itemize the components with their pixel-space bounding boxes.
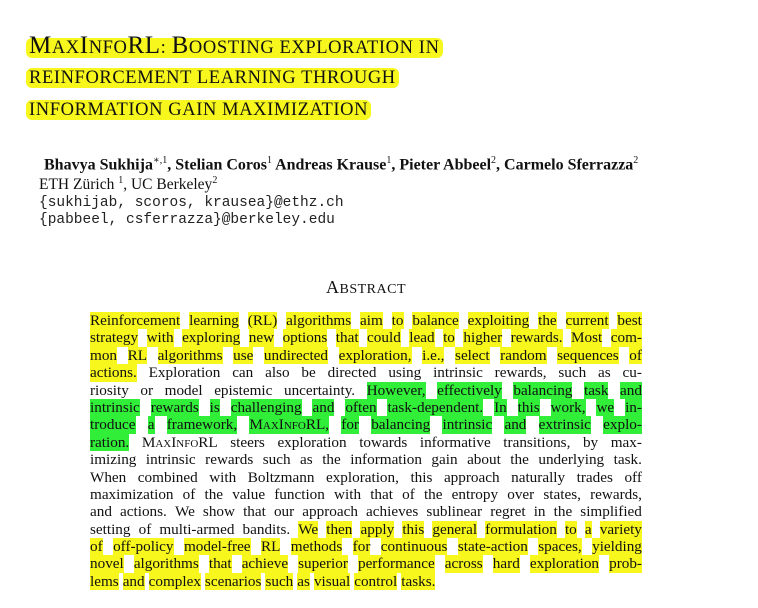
abstract-word: higher bbox=[463, 329, 503, 347]
abstract-line bbox=[90, 451, 642, 468]
abstract-word: RL bbox=[260, 538, 281, 556]
title-line-2 bbox=[26, 62, 626, 94]
abstract-word: performance bbox=[357, 555, 435, 573]
abstract-word: new bbox=[248, 329, 275, 347]
author-mark: 2 bbox=[491, 155, 497, 166]
abstract-word: actions. bbox=[120, 503, 167, 521]
abstract-word: as bbox=[300, 451, 313, 469]
abstract-line bbox=[90, 469, 642, 486]
abstract-word: spaces, bbox=[538, 538, 582, 556]
abstract-word: towards bbox=[359, 433, 408, 451]
abstract-word: to bbox=[391, 312, 404, 329]
abstract-word: sequences bbox=[557, 346, 619, 364]
abstract-word: exploration, bbox=[338, 346, 412, 364]
abstract-word: trades bbox=[576, 468, 613, 486]
abstract-word: across bbox=[444, 555, 483, 573]
abstract-word: MaxInfoRL bbox=[141, 433, 218, 451]
abstract-word: apply bbox=[360, 520, 395, 538]
abstract-word: often bbox=[345, 398, 377, 416]
abstract-word: simplified bbox=[580, 503, 642, 521]
affiliations: ETH Zürich $^1$, UC Berkeley$^2$ bbox=[39, 175, 218, 194]
author-mark: 2 bbox=[633, 155, 639, 166]
abstract-word: options bbox=[282, 329, 328, 347]
affiliation-eth: ETH Zürich bbox=[39, 176, 115, 194]
abstract-word: off-policy bbox=[113, 538, 174, 556]
abstract-word: that bbox=[243, 503, 266, 521]
abstract-word: actions. bbox=[90, 364, 137, 382]
abstract-word: off bbox=[624, 468, 642, 486]
email-line-eth[interactable]: {sukhijab, scoros, krausea}@ethz.ch bbox=[39, 195, 344, 211]
abstract-word: exploring bbox=[182, 329, 241, 347]
author-mark: 1 bbox=[386, 155, 392, 166]
abstract-word: superior bbox=[298, 555, 348, 573]
abstract-line bbox=[90, 521, 642, 538]
abstract-word: work, bbox=[550, 398, 586, 416]
abstract-word: com- bbox=[610, 329, 642, 347]
abstract-word: could bbox=[367, 329, 401, 347]
abstract-word: However, bbox=[366, 381, 426, 399]
abstract-word: algorithms bbox=[286, 312, 352, 329]
abstract-word: and bbox=[122, 572, 145, 590]
abstract-heading: ABSTRACT bbox=[325, 277, 406, 297]
abstract-word: explo- bbox=[603, 416, 642, 434]
abstract-word: that bbox=[208, 555, 232, 573]
abstract-word: informative bbox=[419, 433, 491, 451]
abstract-word: task-dependent. bbox=[387, 398, 484, 416]
abstract-word: achieve bbox=[241, 555, 289, 573]
abstract-word: strategy bbox=[90, 329, 139, 347]
abstract-word: Most bbox=[571, 329, 603, 347]
abstract-word: in- bbox=[625, 398, 642, 416]
author-list: Bhavya Sukhija$^{∗,1}$, Stelian Coros$^1$ Andreas Krause$^1$, Pieter Abbeel$^2$, Carmelo Sferrazza$^2$ bbox=[44, 155, 639, 174]
abstract-line bbox=[90, 573, 642, 590]
abstract-word: prob- bbox=[609, 555, 642, 573]
abstract-word: to bbox=[564, 520, 577, 538]
abstract-line bbox=[90, 382, 642, 399]
abstract-word: exploration, bbox=[325, 468, 399, 486]
abstract-word: lems bbox=[90, 572, 119, 590]
abstract-word: naturally bbox=[511, 468, 566, 486]
abstract-word: intrinsic bbox=[442, 416, 493, 434]
author-name: Pieter Abbeel bbox=[399, 156, 492, 174]
abstract-word: achieves bbox=[366, 503, 419, 521]
abstract-word: and bbox=[312, 398, 335, 416]
abstract-word: for bbox=[341, 416, 359, 434]
abstract-word: the bbox=[553, 503, 573, 521]
abstract-word: or bbox=[140, 381, 154, 399]
abstract-word: also bbox=[265, 364, 290, 382]
abstract-word: for bbox=[352, 538, 371, 556]
abstract-word: Boltzmann bbox=[247, 468, 315, 486]
abstract-word: as bbox=[297, 572, 310, 590]
abstract-word: extrinsic bbox=[538, 416, 591, 434]
abstract-word: learning bbox=[189, 312, 239, 329]
abstract-line bbox=[90, 434, 642, 451]
abstract-word: use bbox=[233, 346, 254, 364]
abstract-word: our bbox=[273, 503, 295, 521]
abstract-word: algorithms bbox=[133, 555, 199, 573]
abstract-word: and bbox=[504, 416, 527, 434]
abstract-word: state-action bbox=[457, 538, 528, 556]
abstract-word: exploration bbox=[529, 555, 600, 573]
abstract-word: troduce bbox=[90, 416, 136, 434]
abstract-word: undirected bbox=[263, 346, 329, 364]
abstract-word: rewards, bbox=[590, 485, 642, 503]
abstract-word: and bbox=[90, 503, 112, 521]
abstract-line bbox=[90, 399, 642, 416]
abstract-word: intrinsic bbox=[90, 398, 140, 416]
abstract-line bbox=[90, 312, 642, 329]
abstract-word: exploration bbox=[277, 433, 347, 451]
email-line-berkeley[interactable]: {pabbeel, csferrazza}@berkeley.edu bbox=[39, 212, 335, 228]
abstract-word: rewards bbox=[205, 451, 254, 469]
abstract-word: best bbox=[617, 312, 642, 329]
abstract-word: aim bbox=[360, 312, 383, 329]
abstract-word: We bbox=[298, 520, 319, 538]
abstract-word: yielding bbox=[592, 538, 642, 556]
abstract-word: balancing bbox=[371, 416, 431, 434]
title-text-1: MAXINFORL: BOOSTING EXPLORATION IN bbox=[26, 38, 443, 58]
abstract-word: setting bbox=[90, 520, 131, 538]
author-mark: 1 bbox=[266, 155, 272, 166]
abstract-word: current bbox=[565, 312, 609, 329]
author-name: Bhavya Sukhija bbox=[44, 156, 153, 174]
abstract-word: can bbox=[232, 364, 254, 382]
abstract-word: balancing bbox=[513, 381, 573, 399]
abstract-word: We bbox=[174, 503, 195, 521]
abstract-word: hard bbox=[492, 555, 520, 573]
abstract-word: by bbox=[582, 433, 599, 451]
abstract-word: information bbox=[350, 451, 422, 469]
abstract-word: continuous bbox=[380, 538, 448, 556]
abstract-word: the bbox=[423, 485, 443, 503]
abstract-word: rewards, bbox=[494, 364, 547, 382]
abstract-word: and bbox=[620, 381, 642, 399]
title-text-3: INFORMATION GAIN MAXIMIZATION bbox=[26, 100, 371, 120]
abstract-word: the bbox=[510, 451, 529, 469]
abstract-word: task. bbox=[613, 451, 642, 469]
abstract-word: such bbox=[262, 451, 291, 469]
abstract-word: cu- bbox=[622, 364, 642, 382]
abstract-word: to bbox=[443, 329, 455, 347]
abstract-line bbox=[90, 538, 642, 555]
abstract-word: a bbox=[147, 416, 155, 434]
abstract-word: regret bbox=[490, 503, 526, 521]
abstract-word: riosity bbox=[90, 381, 129, 399]
author-name: Carmelo Sferrazza bbox=[504, 156, 634, 174]
abstract-word: ration. bbox=[90, 433, 130, 451]
abstract-word: exploiting bbox=[467, 312, 530, 329]
abstract-word: as bbox=[598, 364, 611, 382]
abstract-word: balance bbox=[412, 312, 459, 329]
abstract-word: algorithms bbox=[157, 346, 223, 364]
abstract-word: When bbox=[90, 468, 127, 486]
author-name: Stelian Coros bbox=[175, 156, 267, 174]
abstract-word: methods bbox=[290, 538, 343, 556]
abstract-word: underlying bbox=[538, 451, 605, 469]
abstract-word: the bbox=[538, 312, 557, 329]
abstract-line bbox=[90, 329, 642, 346]
abstract-line bbox=[90, 347, 642, 364]
author-name: Andreas Krause bbox=[275, 156, 387, 174]
abstract-word: tasks. bbox=[401, 572, 436, 590]
abstract-word: (RL) bbox=[247, 312, 278, 329]
abstract-word: we bbox=[596, 398, 615, 416]
abstract-word: select bbox=[455, 346, 490, 364]
abstract-word: function bbox=[274, 485, 325, 503]
author-mark: ∗,1 bbox=[152, 155, 168, 166]
abstract-word: intrinsic bbox=[433, 364, 483, 382]
abstract-word: Reinforcement bbox=[90, 312, 181, 329]
abstract-word: this bbox=[410, 468, 433, 486]
abstract-word: RL bbox=[127, 346, 147, 364]
paper-title bbox=[26, 30, 626, 126]
abstract-word: be bbox=[301, 364, 316, 382]
abstract-word: approach bbox=[302, 503, 358, 521]
abstract-word: formulation bbox=[485, 520, 557, 538]
abstract-word: states, bbox=[543, 485, 581, 503]
abstract-word: general bbox=[432, 520, 478, 538]
abstract-word: complex bbox=[148, 572, 201, 590]
abstract-word: this bbox=[402, 520, 425, 538]
abstract-word: scenarios bbox=[204, 572, 262, 590]
abstract-word: using bbox=[388, 364, 422, 382]
abstract-word: control bbox=[354, 572, 398, 590]
abstract-word: rewards. bbox=[510, 329, 563, 347]
abstract-word: sublinear bbox=[426, 503, 483, 521]
abstract-word: lead bbox=[409, 329, 435, 347]
abstract-word: directed bbox=[327, 364, 377, 382]
abstract-word: the bbox=[204, 485, 224, 503]
abstract-word: bandits. bbox=[242, 520, 291, 538]
abstract-word: imizing bbox=[90, 451, 137, 469]
abstract-line bbox=[90, 486, 642, 503]
abstract-word: such bbox=[265, 572, 294, 590]
abstract-word: variety bbox=[599, 520, 642, 538]
abstract-word: challenging bbox=[230, 398, 302, 416]
abstract-word: entropy bbox=[451, 485, 499, 503]
abstract-word: that bbox=[370, 485, 393, 503]
abstract-word: multi-armed bbox=[159, 520, 235, 538]
abstract-line bbox=[90, 364, 642, 381]
abstract-word: with bbox=[209, 468, 237, 486]
affiliation-mark: 1 bbox=[118, 175, 124, 186]
abstract-word: random bbox=[500, 346, 547, 364]
abstract-word: novel bbox=[90, 555, 124, 573]
abstract-word: mon bbox=[90, 346, 118, 364]
abstract-word: effectively bbox=[437, 381, 502, 399]
abstract-word: that bbox=[335, 329, 359, 347]
abstract-word: is bbox=[209, 398, 220, 416]
abstract-word: this bbox=[517, 398, 540, 416]
abstract-word: about bbox=[467, 451, 501, 469]
abstract-line bbox=[90, 416, 642, 433]
abstract-word: task bbox=[583, 381, 609, 399]
abstract-word: gain bbox=[431, 451, 458, 469]
abstract-word: intrinsic bbox=[145, 451, 196, 469]
abstract-word: In bbox=[494, 398, 507, 416]
abstract-word: of bbox=[182, 485, 196, 503]
abstract-word: maximization bbox=[90, 485, 174, 503]
abstract-word: value bbox=[232, 485, 266, 503]
abstract-word: Exploration bbox=[148, 364, 221, 382]
abstract-word: MaxInfoRL, bbox=[249, 416, 330, 434]
abstract-word: epistemic bbox=[214, 381, 273, 399]
abstract-word: of bbox=[629, 346, 642, 364]
abstract-word: of bbox=[402, 485, 415, 503]
abstract-word: model-free bbox=[183, 538, 251, 556]
abstract-word: approach bbox=[443, 468, 500, 486]
abstract-word: framework, bbox=[166, 416, 238, 434]
abstract-line bbox=[90, 503, 642, 520]
abstract-word: combined bbox=[137, 468, 198, 486]
affiliation-mark: 2 bbox=[212, 175, 218, 186]
abstract-word: of bbox=[138, 520, 152, 538]
abstract-word: i.e., bbox=[422, 346, 445, 364]
abstract-word: rewards bbox=[150, 398, 199, 416]
abstract-word: such bbox=[558, 364, 587, 382]
abstract-word: uncertainty. bbox=[283, 381, 356, 399]
abstract-word: show bbox=[202, 503, 235, 521]
abstract-word: model bbox=[164, 381, 203, 399]
abstract-word: the bbox=[322, 451, 341, 469]
abstract-word: steers bbox=[230, 433, 265, 451]
abstract-body bbox=[90, 312, 642, 590]
title-line-1 bbox=[26, 30, 626, 62]
abstract-word: then bbox=[326, 520, 353, 538]
abstract-word: in bbox=[533, 503, 546, 521]
abstract-word: visual bbox=[313, 572, 351, 590]
abstract-line bbox=[90, 555, 642, 572]
abstract-word: with bbox=[334, 485, 362, 503]
abstract-word: over bbox=[507, 485, 535, 503]
affiliation-ucb: UC Berkeley bbox=[130, 176, 213, 194]
title-line-3 bbox=[26, 94, 626, 126]
abstract-word: transitions, bbox=[503, 433, 571, 451]
abstract-word: with bbox=[146, 329, 174, 347]
abstract-word: max- bbox=[610, 433, 642, 451]
abstract-word: of bbox=[90, 538, 103, 556]
abstract-word: a bbox=[584, 520, 592, 538]
title-text-2: REINFORCEMENT LEARNING THROUGH bbox=[26, 68, 399, 88]
